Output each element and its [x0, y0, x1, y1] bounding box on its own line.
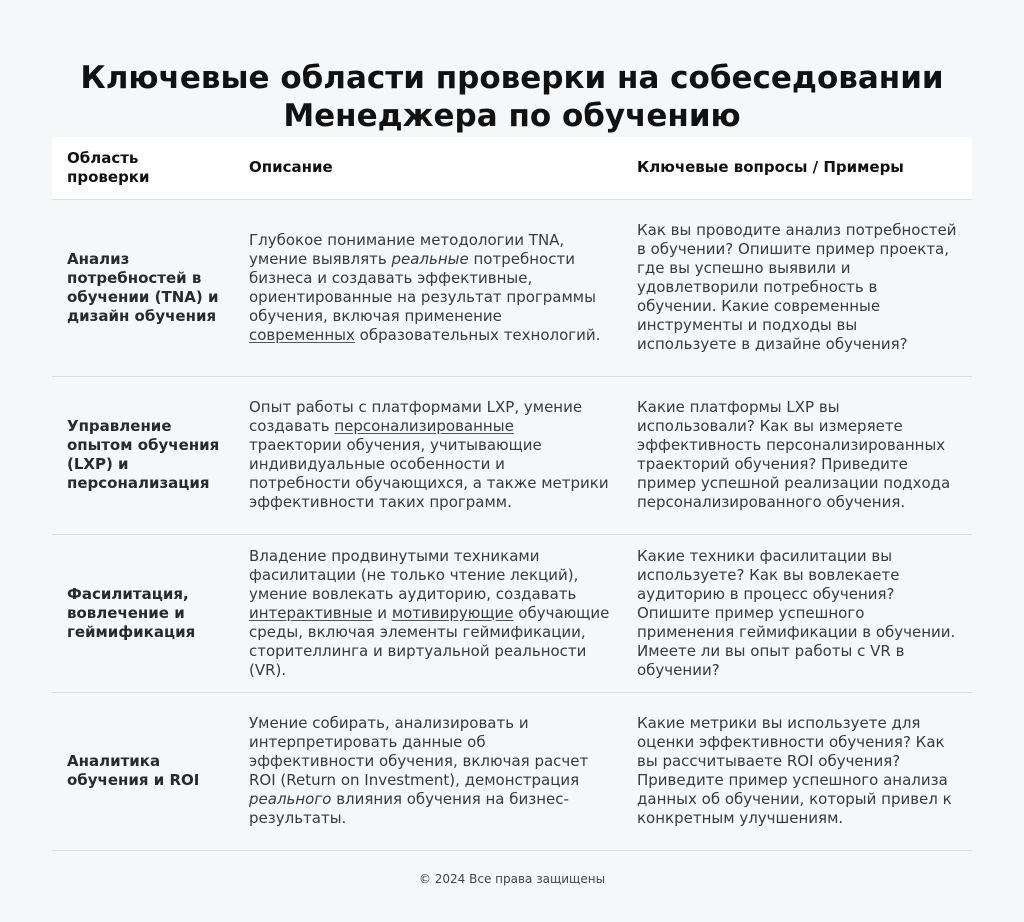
- page-title: [0, 59, 1024, 135]
- table-row: [52, 199, 972, 376]
- header-area: Область проверки: [52, 137, 234, 199]
- table-header-row: [52, 137, 972, 199]
- description-text: образовательных технологий.: [354, 325, 601, 344]
- description-text: потребности бизнеса и создавать эффективные, ориентированные на результат программы обучения, включая применение: [249, 249, 596, 325]
- row-questions: Какие техники фасилитации вы используете? Как вы вовлекаете аудиторию в процесс обучения? Опишите пример успешного применения геймификации в обучении. Имеете ли вы опыт работы с VR в обучении?: [622, 534, 972, 692]
- row-area: Анализ потребностей в обучении (TNA) и дизайн обучения: [52, 199, 234, 376]
- description-text: Глубокое понимание методологии TNA, умение выявлять: [249, 230, 565, 268]
- page-title-line2: Менеджера по обучению: [283, 97, 741, 134]
- description-underline: современных: [249, 325, 355, 344]
- description-underline: персонализированные: [334, 417, 514, 435]
- description-text: Умение собирать, анализировать и интерпретировать данные об эффективности обучения, включая расчет ROI (Return on Investment), демонстрация: [249, 714, 589, 789]
- header-description: Описание: [234, 137, 622, 199]
- description-text: и: [372, 603, 392, 622]
- description-text: Владение продвинутыми техниками фасилитации (не только чтение лекций), умение вовлекать аудиторию, создавать: [249, 546, 579, 603]
- row-questions: Какие метрики вы используете для оценки эффективности обучения? Как вы рассчитываете ROI обучения? Приведите пример успешного анализа данных об обучении, который привел к конкретным улучшениям.: [622, 692, 972, 850]
- page-title-line1: Ключевые области проверки на собеседовании: [80, 59, 944, 96]
- row-questions: Какие платформы LXP вы использовали? Как вы измеряете эффективность персонализированных траекторий обучения? Приведите пример успешной реализации подхода персонализированного обучения.: [622, 376, 972, 534]
- row-description: [234, 534, 622, 692]
- row-area: Фасилитация, вовлечение и геймификация: [52, 534, 234, 692]
- table-row: [52, 692, 972, 850]
- row-questions: Как вы проводите анализ потребностей в обучении? Опишите пример проекта, где вы успешно выявили и удовлетворили потребность в обучении. Какие современные инструменты и подходы вы используете в дизайне обучения?: [622, 199, 972, 376]
- description-text: обучающие среды, включая элементы геймификации, сторителлинга и виртуальной реальности (VR).: [249, 603, 610, 679]
- interview-areas-table: [52, 137, 972, 851]
- description-emphasis: реального: [249, 790, 332, 808]
- description-text: траектории обучения, учитывающие индивидуальные особенности и потребности обучающихся, а также метрики эффективности таких программ.: [249, 436, 609, 511]
- row-description: [234, 692, 622, 850]
- description-underline: мотивирующие: [391, 603, 514, 622]
- table-row: [52, 534, 972, 692]
- row-area: Управление опытом обучения (LXP) и персонализация: [52, 376, 234, 534]
- row-description: [234, 376, 622, 534]
- description-text: Опыт работы с платформами LXP, умение создавать: [249, 398, 583, 435]
- description-text: влияния обучения на бизнес-результаты.: [249, 790, 569, 827]
- row-description: [234, 199, 622, 376]
- footer-copyright: © 2024 Все права защищены: [418, 872, 606, 886]
- table-row: [52, 376, 972, 534]
- row-area: Аналитика обучения и ROI: [52, 692, 234, 850]
- description-underline: интерактивные: [249, 603, 373, 622]
- header-questions: Ключевые вопросы / Примеры: [622, 137, 972, 199]
- description-emphasis: реальные: [391, 249, 469, 268]
